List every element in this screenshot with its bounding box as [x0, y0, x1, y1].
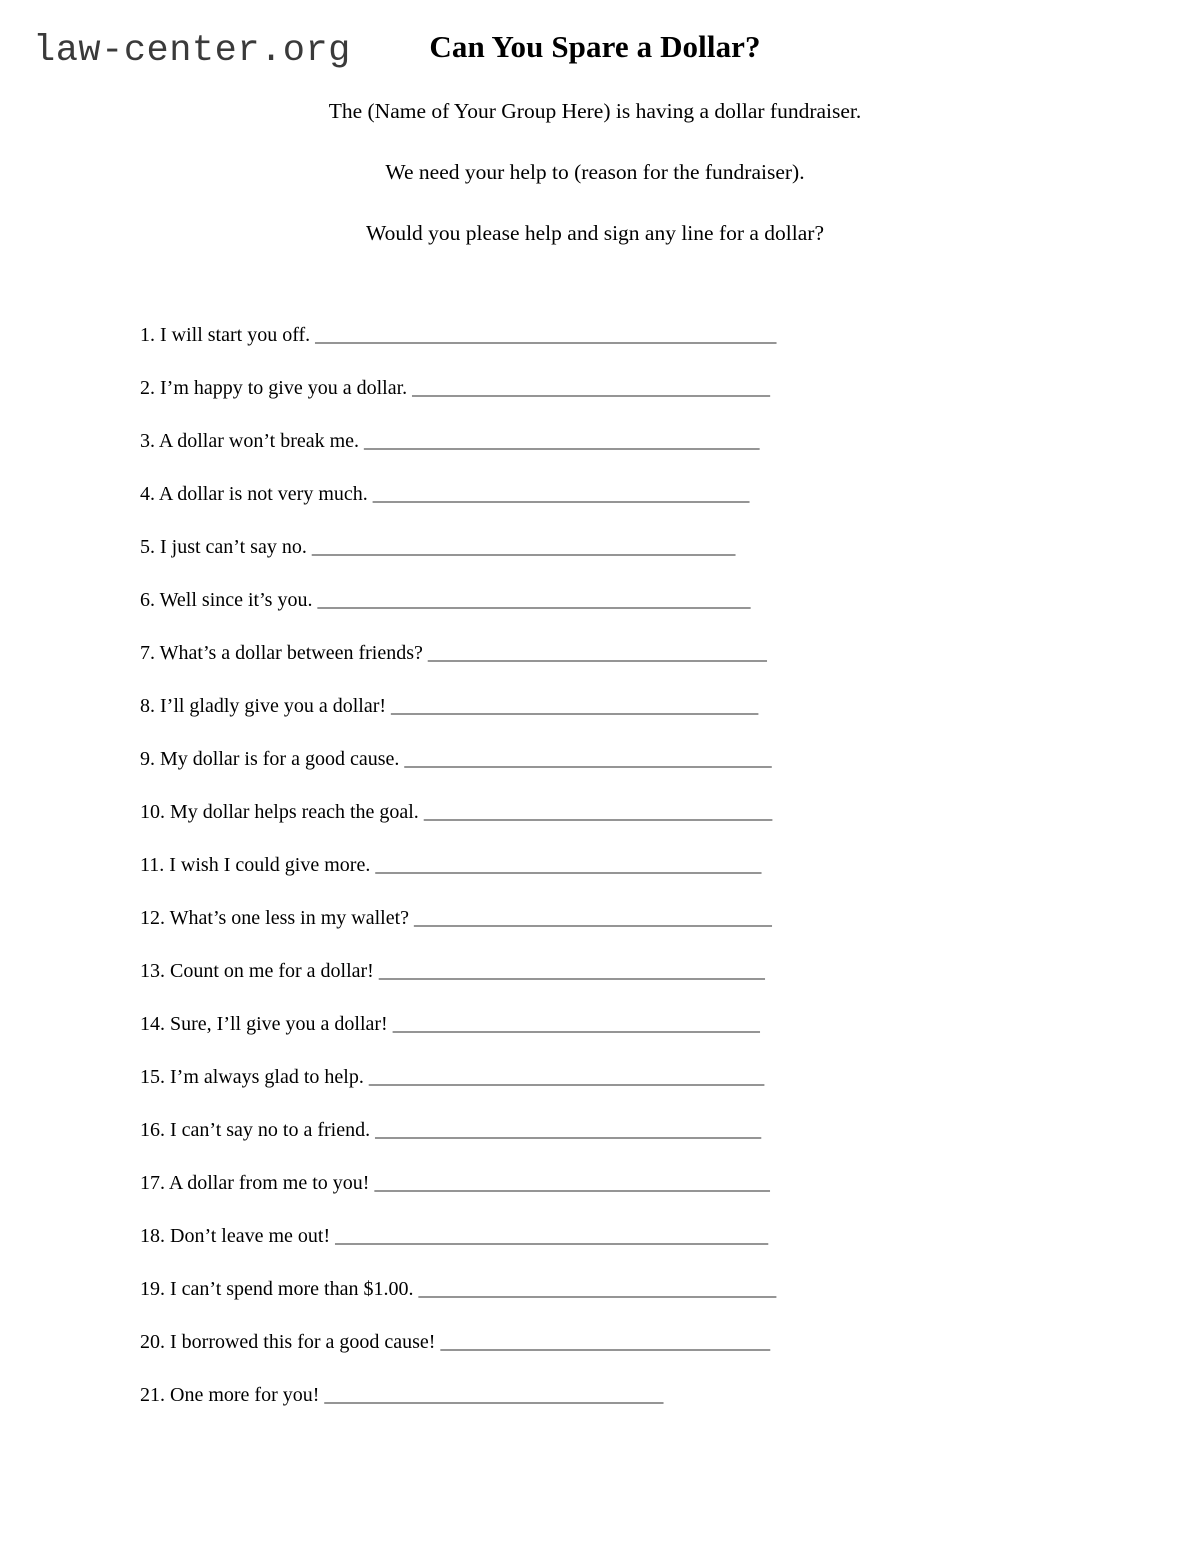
signature-row[interactable] [140, 749, 900, 802]
signature-number: 20. [140, 1332, 165, 1353]
signature-text: I wish I could give more. [169, 855, 371, 876]
signature-line-list [140, 325, 900, 1438]
signature-number: 6. [140, 590, 155, 611]
signature-blank-line[interactable]: ______________________________________ [414, 908, 772, 929]
signature-blank-line[interactable]: _________________________________________ [378, 961, 765, 982]
signature-row[interactable] [140, 643, 900, 696]
signature-blank-line[interactable]: _______________________________________ [391, 696, 758, 717]
signature-number: 3. [140, 431, 155, 452]
signature-blank-line[interactable]: __________________________________________ [368, 1067, 764, 1088]
signature-blank-line[interactable]: _______________________________________ [392, 1014, 760, 1035]
signature-text: I can’t spend more than $1.00. [170, 1279, 414, 1300]
signature-row[interactable] [140, 802, 900, 855]
intro-line-2: We need your help to (reason for the fundraiser). [385, 159, 805, 184]
signature-number: 17. [140, 1173, 165, 1194]
signature-blank-line[interactable]: __________________________________________ [374, 1173, 770, 1194]
signature-blank-line[interactable]: ______________________________________ [412, 378, 770, 399]
signature-text: I’m happy to give you a dollar. [160, 378, 408, 399]
intro-line-3: Would you please help and sign any line for a dollar? [366, 220, 824, 245]
signature-blank-line[interactable]: ______________________________________________ [317, 590, 750, 611]
signature-number: 5. [140, 537, 155, 558]
signature-row[interactable] [140, 1014, 900, 1067]
signature-text: I’m always glad to help. [170, 1067, 364, 1088]
signature-number: 9. [140, 749, 155, 770]
signature-number: 2. [140, 378, 155, 399]
signature-number: 4. [140, 484, 155, 505]
site-watermark: law-center.org [33, 30, 351, 72]
signature-row[interactable] [140, 484, 900, 537]
signature-row[interactable] [140, 325, 900, 378]
signature-number: 12. [140, 908, 165, 929]
signature-text: I can’t say no to a friend. [170, 1120, 371, 1141]
signature-row[interactable] [140, 1332, 900, 1385]
signature-row[interactable] [140, 1173, 900, 1226]
signature-number: 7. [140, 643, 155, 664]
signature-number: 21. [140, 1385, 165, 1406]
signature-text: Sure, I’ll give you a dollar! [170, 1014, 388, 1035]
signature-row[interactable] [140, 431, 900, 484]
signature-number: 11. [140, 855, 165, 876]
signature-text: Well since it’s you. [159, 590, 313, 611]
signature-text: I borrowed this for a good cause! [170, 1332, 436, 1353]
signature-blank-line[interactable]: ___________________________________ [440, 1332, 770, 1353]
signature-text: I just can’t say no. [160, 537, 307, 558]
signature-number: 13. [140, 961, 165, 982]
signature-row[interactable] [140, 590, 900, 643]
signature-text: A dollar from me to you! [168, 1173, 370, 1194]
signature-row[interactable] [140, 1385, 900, 1438]
signature-blank-line[interactable]: _____________________________________________ [311, 537, 735, 558]
signature-row[interactable] [140, 1279, 900, 1332]
signature-number: 19. [140, 1279, 165, 1300]
page-title: Can You Spare a Dollar? [429, 29, 761, 64]
signature-blank-line[interactable]: _____________________________________ [423, 802, 772, 823]
signature-row[interactable] [140, 537, 900, 590]
signature-text: A dollar won’t break me. [158, 431, 360, 452]
signature-text: What’s one less in my wallet? [169, 908, 410, 929]
signature-number: 16. [140, 1120, 165, 1141]
signature-number: 14. [140, 1014, 165, 1035]
signature-number: 10. [140, 802, 165, 823]
intro-paragraphs [130, 98, 1060, 248]
signature-blank-line[interactable]: ______________________________________ [418, 1279, 776, 1300]
signature-row[interactable] [140, 1226, 900, 1279]
signature-row[interactable] [140, 1120, 900, 1173]
signature-blank-line[interactable]: _________________________________________ [375, 1120, 761, 1141]
signature-blank-line[interactable]: ____________________________________ [324, 1385, 663, 1406]
signature-text: What’s a dollar between friends? [159, 643, 423, 664]
signature-text: A dollar is not very much. [158, 484, 368, 505]
signature-row[interactable] [140, 908, 900, 961]
signature-number: 8. [140, 696, 155, 717]
signature-text: My dollar is for a good cause. [160, 749, 400, 770]
signature-text: I will start you off. [160, 325, 311, 346]
signature-text: One more for you! [170, 1385, 325, 1406]
signature-text: My dollar helps reach the goal. [170, 802, 419, 823]
signature-number: 15. [140, 1067, 165, 1088]
signature-row[interactable] [140, 961, 900, 1014]
signature-row[interactable] [140, 1067, 900, 1120]
signature-blank-line[interactable]: ____________________________________ [427, 643, 767, 664]
signature-blank-line[interactable]: ______________________________________________ [335, 1226, 768, 1247]
signature-text: Don’t leave me out! [170, 1226, 331, 1247]
signature-blank-line[interactable]: __________________________________________ [364, 431, 759, 452]
signature-text: Count on me for a dollar! [170, 961, 374, 982]
signature-row[interactable] [140, 378, 900, 431]
signature-blank-line[interactable]: ________________________________________ [372, 484, 749, 505]
signature-number: 18. [140, 1226, 165, 1247]
signature-row[interactable] [140, 696, 900, 749]
signature-blank-line[interactable]: _______________________________________ [404, 749, 771, 770]
signature-blank-line[interactable]: _________________________________________ [375, 855, 761, 876]
signature-number: 1. [140, 325, 155, 346]
intro-line-1: The (Name of Your Group Here) is having a dollar fundraiser. [328, 99, 862, 123]
signature-row[interactable] [140, 855, 900, 908]
signature-text: I’ll gladly give you a dollar! [160, 696, 387, 717]
signature-blank-line[interactable]: _________________________________________________ [315, 325, 776, 346]
